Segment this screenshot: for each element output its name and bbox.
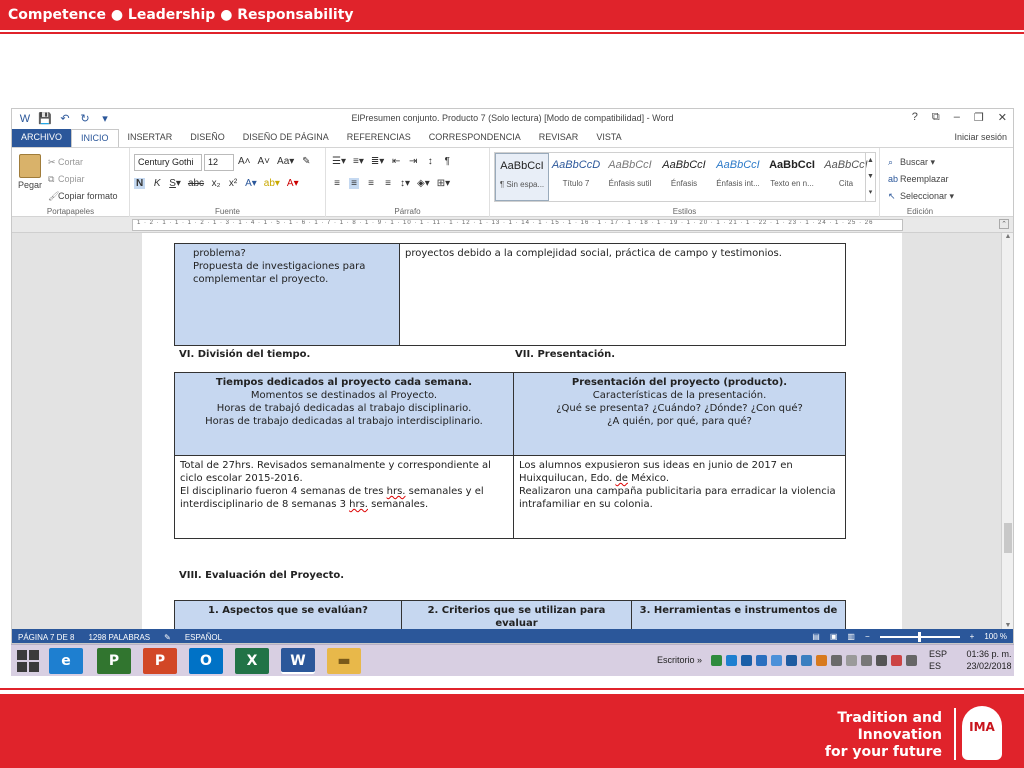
shrink-font-icon[interactable]: A˅ bbox=[257, 156, 271, 167]
style-enfasis[interactable] bbox=[657, 153, 711, 201]
paragraph-group bbox=[326, 148, 490, 218]
powerpoint-icon[interactable]: P bbox=[143, 648, 177, 674]
table-time-presentation bbox=[174, 372, 846, 539]
close-button[interactable]: ✕ bbox=[997, 112, 1007, 124]
style-preview: AaBbCcI bbox=[824, 159, 868, 171]
vertical-scrollbar[interactable] bbox=[1001, 233, 1013, 629]
table-evaluation bbox=[174, 600, 846, 629]
excel-icon[interactable]: X bbox=[235, 648, 269, 674]
restore-button[interactable]: ❐ bbox=[973, 112, 984, 124]
tab-referencias[interactable]: REFERENCIAS bbox=[346, 132, 411, 142]
cell-line: Realizaron una campaña publicitaria para erradicar la violencia intrafamiliar en su colonia. bbox=[519, 486, 836, 510]
action-center-icon[interactable] bbox=[891, 655, 902, 666]
date-text: 23/02/2018 bbox=[966, 661, 1012, 671]
cell-line: Total de 27hrs. Revisados semanalmente y correspondiente al ciclo escolar 2015-2016. bbox=[180, 460, 491, 484]
text-run: semanales. bbox=[367, 499, 429, 510]
tab-vista[interactable]: VISTA bbox=[596, 132, 622, 142]
motto-line: Tradition and bbox=[837, 710, 942, 726]
tray-app-icon[interactable] bbox=[801, 655, 812, 666]
slide-tagline: Competence ● Leadership ● Responsability bbox=[8, 7, 354, 23]
web-layout-icon[interactable]: ▥ bbox=[847, 632, 855, 641]
styles-gallery bbox=[494, 152, 876, 202]
italic-icon[interactable]: K bbox=[153, 178, 161, 189]
bold-icon[interactable]: N bbox=[136, 178, 144, 189]
grow-font-icon[interactable]: A˄ bbox=[238, 156, 251, 167]
flag-icon[interactable] bbox=[876, 655, 887, 666]
tab-revisar[interactable]: REVISAR bbox=[538, 132, 579, 142]
word-icon[interactable]: W bbox=[281, 648, 315, 674]
tray-app-icon[interactable] bbox=[786, 655, 797, 666]
tab-insertar[interactable]: INSERTAR bbox=[127, 132, 173, 142]
table-top bbox=[174, 243, 846, 346]
text-run: Los alumnos expusieron sus ideas en junio de 2017 en Huixquilucan, Edo. bbox=[519, 460, 793, 484]
align-left-icon[interactable]: ≡ bbox=[334, 178, 340, 189]
scroll-down-icon[interactable]: ▼ bbox=[1004, 622, 1012, 629]
motto-line: Innovation bbox=[857, 727, 942, 743]
cut-button[interactable] bbox=[48, 154, 118, 171]
word-window bbox=[11, 108, 1014, 644]
scroll-thumb[interactable] bbox=[1004, 523, 1012, 553]
cell-line: Características de la presentación. bbox=[592, 390, 767, 401]
power-icon[interactable] bbox=[906, 655, 917, 666]
cell-line: ¿Qué se presenta? ¿Cuándo? ¿Dónde? ¿Con qué? bbox=[556, 403, 803, 414]
font-row-1 bbox=[238, 156, 311, 167]
date-time[interactable] bbox=[959, 648, 1019, 672]
style-preview: AaBbCcI bbox=[500, 160, 544, 172]
font-color-icon[interactable]: A▾ bbox=[286, 178, 299, 189]
tray-app-icon[interactable] bbox=[831, 655, 842, 666]
style-preview: AaBbCcD bbox=[551, 159, 601, 171]
file-explorer-icon[interactable]: ▬ bbox=[327, 648, 361, 674]
desktop-toolbar[interactable]: Escritorio » bbox=[657, 655, 703, 665]
table-cell[interactable] bbox=[400, 244, 846, 346]
text-run: semanales y el interdisciplinario de 8 semanas 3 bbox=[180, 486, 484, 510]
table-cell[interactable] bbox=[175, 373, 514, 456]
numbering-icon[interactable]: ≡▾ bbox=[352, 156, 364, 167]
section-heading: VII. Presentación. bbox=[515, 349, 616, 360]
align-center-icon[interactable]: ≡ bbox=[349, 178, 359, 189]
highlight-icon[interactable]: ab▾ bbox=[263, 178, 280, 189]
zoom-knob[interactable] bbox=[918, 632, 921, 642]
cell-line bbox=[519, 459, 840, 485]
select-button[interactable]: ↖ Seleccionar ▾ bbox=[888, 188, 954, 205]
editing-actions bbox=[888, 154, 954, 205]
zoom-in-icon[interactable]: + bbox=[969, 632, 975, 641]
print-layout-icon[interactable]: ▣ bbox=[829, 632, 838, 641]
copy-label: Copiar bbox=[58, 174, 85, 184]
logo-text: IMA bbox=[969, 720, 995, 734]
editing-group-label: Edición bbox=[906, 207, 934, 216]
borders-icon[interactable]: ⊞▾ bbox=[436, 178, 451, 189]
text-effects-icon[interactable]: A▾ bbox=[245, 178, 257, 189]
change-case-icon[interactable]: Aa▾ bbox=[277, 156, 295, 167]
cell-line: Horas de trabajó dedicadas al trabajo disciplinario. bbox=[216, 403, 472, 414]
slide-header-bar bbox=[0, 0, 1024, 30]
format-painter-label: Copiar formato bbox=[58, 191, 118, 201]
status-right bbox=[812, 632, 1007, 641]
tray-app-icon[interactable] bbox=[771, 655, 782, 666]
ribbon-display-button[interactable]: ⧉ bbox=[931, 111, 940, 123]
copy-button[interactable] bbox=[48, 171, 118, 188]
windows-start-icon[interactable] bbox=[17, 650, 39, 672]
undo-icon[interactable]: ↶ bbox=[60, 113, 70, 125]
tray-app-icon[interactable] bbox=[756, 655, 767, 666]
tray-app-icon[interactable] bbox=[816, 655, 827, 666]
paste-button[interactable] bbox=[16, 154, 44, 196]
style-name: Énfasis int... bbox=[716, 179, 760, 188]
cursor-icon: ↖ bbox=[888, 191, 896, 201]
line-spacing-icon[interactable]: ↕▾ bbox=[400, 178, 411, 189]
table-cell[interactable] bbox=[175, 456, 514, 539]
clipboard-group bbox=[12, 148, 130, 218]
copy-icon: ⧉ bbox=[48, 174, 55, 184]
tray-app-icon[interactable] bbox=[741, 655, 752, 666]
zoom-slider[interactable] bbox=[880, 636, 960, 638]
table-cell[interactable]: 3. Herramientas e instrumentos de bbox=[632, 601, 846, 630]
outlook-icon[interactable]: O bbox=[189, 648, 223, 674]
spelling-error[interactable]: hrs. bbox=[386, 486, 406, 497]
superscript-icon[interactable]: x² bbox=[228, 178, 238, 189]
style-preview: AaBbCcI bbox=[769, 159, 815, 171]
tray-app-icon[interactable] bbox=[726, 655, 737, 666]
windows-taskbar bbox=[11, 644, 1014, 676]
horizontal-ruler bbox=[12, 217, 1013, 233]
table-cell[interactable] bbox=[514, 456, 846, 539]
cell-line: proyectos debido a la complejidad social, práctica de campo y testimonios. bbox=[405, 248, 782, 259]
style-name: Cita bbox=[838, 179, 854, 188]
tray-app-icon[interactable] bbox=[711, 655, 722, 666]
table-cell[interactable] bbox=[514, 373, 846, 456]
style-enfasis-sutil[interactable] bbox=[603, 153, 657, 201]
select-label: Seleccionar bbox=[900, 191, 948, 201]
style-name: ¶ Sin espa... bbox=[499, 180, 545, 189]
scissors-icon: ✂ bbox=[48, 157, 56, 167]
style-name: Énfasis sutil bbox=[608, 179, 652, 188]
replace-label: Reemplazar bbox=[900, 174, 949, 184]
paste-label: Pegar bbox=[17, 180, 43, 190]
styles-scroll[interactable]: ▲ ▼ ▾ bbox=[865, 153, 875, 201]
multilevel-icon[interactable]: ≣▾ bbox=[370, 156, 385, 167]
cell-line: problema? bbox=[193, 248, 246, 259]
bullets-icon[interactable]: ☰▾ bbox=[332, 156, 346, 167]
document-page[interactable] bbox=[142, 233, 902, 629]
format-painter-button[interactable] bbox=[48, 188, 118, 205]
font-name-input[interactable]: Century Gothi bbox=[134, 154, 202, 171]
cell-line: ¿A quién, por qué, para qué? bbox=[607, 416, 752, 427]
project-icon[interactable]: P bbox=[97, 648, 131, 674]
sort-icon[interactable]: ↕ bbox=[427, 156, 433, 167]
spelling-error[interactable]: de bbox=[615, 473, 628, 484]
cell-line: complementar el proyecto. bbox=[193, 274, 329, 285]
slide-header-line bbox=[0, 32, 1024, 34]
style-normal[interactable] bbox=[495, 153, 549, 201]
style-preview: AaBbCcI bbox=[716, 159, 760, 171]
speaker-icon[interactable] bbox=[846, 655, 857, 666]
spelling-error[interactable]: hrs. bbox=[349, 499, 368, 510]
subscript-icon[interactable]: x₂ bbox=[211, 178, 221, 189]
slide-motto bbox=[825, 710, 942, 761]
redo-icon[interactable]: ↻ bbox=[80, 113, 90, 125]
find-label: Buscar bbox=[900, 157, 929, 167]
cell-line: Momentos se destinados al Proyecto. bbox=[250, 390, 438, 401]
tab-diseno-pagina[interactable]: DISEÑO DE PÁGINA bbox=[242, 132, 329, 142]
ima-logo bbox=[962, 706, 1002, 760]
lang-line: ESP bbox=[929, 649, 948, 659]
font-row-2 bbox=[134, 178, 299, 189]
status-bar bbox=[12, 629, 1013, 644]
brush-icon: 🖌 bbox=[48, 191, 60, 201]
replace-button[interactable] bbox=[888, 171, 954, 188]
paragraph-row-2 bbox=[332, 178, 450, 189]
styles-group bbox=[490, 148, 880, 218]
slide-footer-line bbox=[0, 688, 1024, 690]
section-heading: VIII. Evaluación del Proyecto. bbox=[179, 570, 345, 581]
shading-icon[interactable]: ◈▾ bbox=[417, 178, 430, 189]
save-icon[interactable]: 💾 bbox=[38, 113, 52, 125]
editing-group bbox=[880, 148, 960, 218]
system-tray bbox=[657, 649, 937, 673]
qat-customize-icon[interactable]: ▾ bbox=[102, 113, 108, 125]
status-left bbox=[18, 633, 222, 642]
style-name: Título 7 bbox=[562, 179, 590, 188]
search-icon: ⌕ bbox=[888, 157, 894, 167]
desktop-label: Escritorio bbox=[657, 655, 695, 665]
find-button[interactable]: ⌕ Buscar ▾ bbox=[888, 154, 954, 171]
clipboard-actions bbox=[48, 154, 118, 205]
underline-icon[interactable]: S▾ bbox=[169, 178, 181, 189]
help-button[interactable]: ? bbox=[911, 111, 918, 123]
cell-heading: Presentación del proyecto (producto). bbox=[571, 377, 788, 388]
tab-correspondencia[interactable]: CORRESPONDENCIA bbox=[428, 132, 521, 142]
document-area bbox=[12, 233, 1013, 629]
tab-archivo[interactable]: ARCHIVO bbox=[12, 129, 71, 147]
cell-line: Propuesta de investigaciones para bbox=[193, 261, 366, 272]
style-name: Texto en n... bbox=[770, 179, 814, 188]
tray-icons bbox=[711, 655, 917, 666]
font-size-input[interactable]: 12 bbox=[204, 154, 234, 171]
logo-separator bbox=[954, 708, 956, 760]
cell-heading: Tiempos dedicados al proyecto cada semana. bbox=[215, 377, 473, 388]
zoom-out-icon[interactable]: − bbox=[864, 632, 870, 641]
increase-indent-icon[interactable]: ⇥ bbox=[409, 156, 418, 167]
word-app-icon: W bbox=[19, 113, 31, 125]
document-title: ElPresumen conjunto. Producto 7 (Solo lectura) [Modo de compatibilidad] - Word bbox=[351, 113, 674, 123]
network-icon[interactable] bbox=[861, 655, 872, 666]
proofing-icon[interactable]: ✎ bbox=[164, 633, 171, 642]
decrease-indent-icon[interactable]: ⇤ bbox=[392, 156, 401, 167]
styles-group-label: Estilos bbox=[672, 207, 697, 216]
style-preview: AaBbCcI bbox=[662, 159, 706, 171]
align-right-icon[interactable]: ≡ bbox=[368, 178, 374, 189]
replace-icon: ab bbox=[888, 174, 899, 184]
font-group-label: Fuente bbox=[215, 207, 240, 216]
cell-line bbox=[180, 485, 508, 511]
table-cell[interactable]: 1. Aspectos que se evalúan? bbox=[175, 601, 402, 630]
input-language[interactable] bbox=[929, 648, 949, 672]
cell-line: Horas de trabajo dedicadas al trabajo interdisciplinario. bbox=[205, 416, 483, 427]
clear-format-icon[interactable]: ✎ bbox=[302, 156, 311, 167]
table-cell[interactable] bbox=[175, 244, 400, 346]
internet-explorer-icon[interactable]: e bbox=[49, 648, 83, 674]
motto-line: for your future bbox=[824, 744, 942, 760]
word-titlebar bbox=[12, 109, 1013, 129]
table-cell[interactable]: 2. Criterios que se utilizan para evaluar bbox=[402, 601, 632, 630]
style-name: Énfasis bbox=[670, 179, 698, 188]
strikethrough-icon[interactable]: abc bbox=[187, 178, 205, 189]
time-text: 01:36 p. m. bbox=[966, 649, 1012, 659]
minimize-button[interactable]: – bbox=[953, 111, 960, 123]
style-preview: AaBbCcI bbox=[608, 159, 652, 171]
ruler-scale[interactable]: 1 · 2 · 1 · 1 · 1 · 2 · 1 · 3 · 1 · 4 · 1 · 5 · 1 · 6 · 1 · 7 · 1 · 8 · 1 · 9 · 1 · 10 · 1 · 11 · 1 · 12 · 1 · 13 · 1 · 14 · 1 · 15 · 1 · 16 · 1 · 17 · 1 · 18 · 1 · 19 · 1 · 20 · 1 · 21 · 1 · 22 · 1 · 23 · 1 · 24 · 1 · 25 · 26 bbox=[132, 219, 903, 231]
scroll-up-icon[interactable]: ▲ bbox=[1004, 233, 1012, 240]
signin-link[interactable]: Iniciar sesión bbox=[954, 132, 1007, 142]
collapse-ribbon-icon[interactable]: ⌃ bbox=[999, 219, 1009, 229]
slide-footer-bar bbox=[0, 694, 1024, 768]
word-count[interactable]: 1298 PALABRAS bbox=[88, 633, 151, 642]
style-titulo-7[interactable] bbox=[549, 153, 603, 201]
cut-label: Cortar bbox=[58, 157, 84, 167]
zoom-level[interactable]: 100 % bbox=[984, 632, 1007, 641]
clipboard-group-label: Portapapeles bbox=[46, 207, 95, 216]
language[interactable]: ESPAÑOL bbox=[184, 633, 223, 642]
style-texto-negrita[interactable] bbox=[765, 153, 819, 201]
style-enfasis-intenso[interactable] bbox=[711, 153, 765, 201]
read-mode-icon[interactable]: ▤ bbox=[812, 632, 820, 641]
window-controls bbox=[912, 111, 1007, 124]
page-count[interactable]: PÁGINA 7 DE 8 bbox=[18, 633, 75, 642]
text-run: El disciplinario fueron 4 semanas de tres bbox=[180, 486, 387, 497]
clipboard-icon bbox=[19, 154, 41, 178]
pilcrow-icon[interactable]: ¶ bbox=[444, 156, 450, 167]
ribbon-tabs bbox=[12, 129, 1013, 147]
justify-icon[interactable]: ≡ bbox=[385, 178, 391, 189]
tab-diseno[interactable]: DISEÑO bbox=[190, 132, 225, 142]
paragraph-row-1 bbox=[332, 156, 452, 167]
text-run: México. bbox=[627, 473, 670, 484]
paragraph-group-label: Párrafo bbox=[394, 207, 421, 216]
tab-inicio[interactable]: INICIO bbox=[71, 129, 119, 147]
ribbon bbox=[12, 147, 1013, 217]
section-heading: VI. División del tiempo. bbox=[179, 349, 311, 360]
font-group bbox=[130, 148, 326, 218]
lang-line: ES bbox=[929, 661, 942, 671]
